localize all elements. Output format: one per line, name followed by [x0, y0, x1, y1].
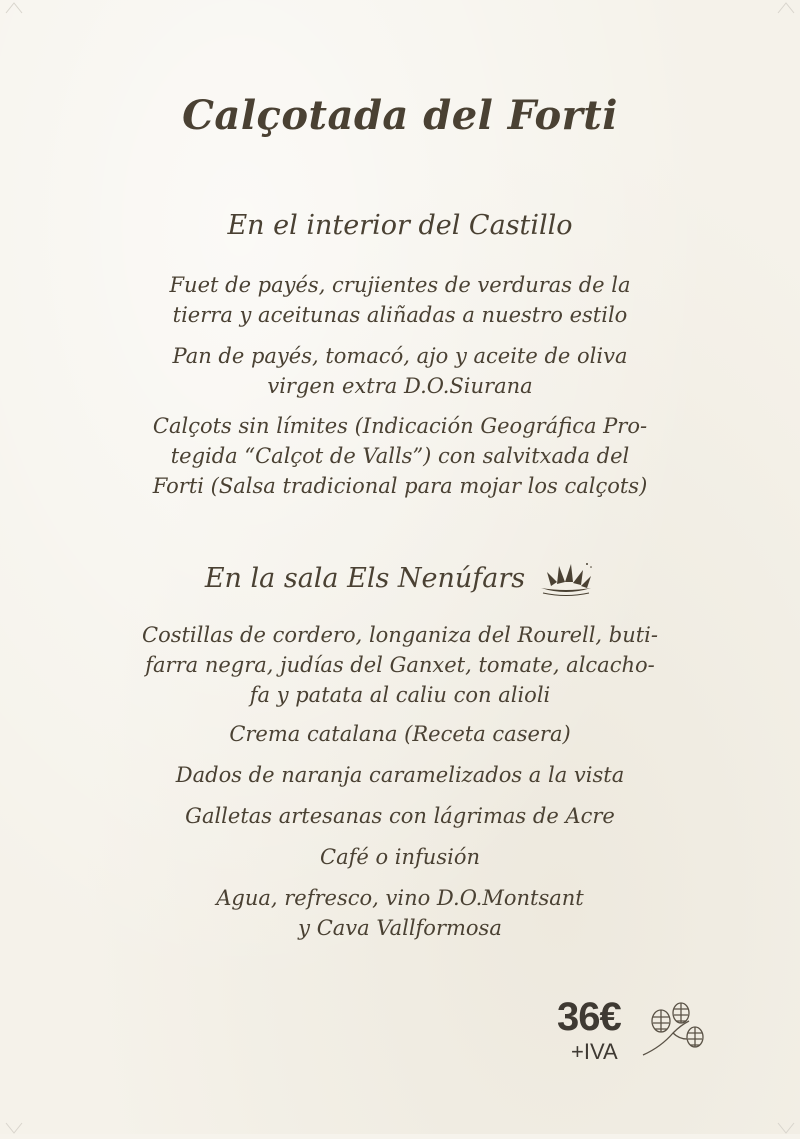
menu-item-line: fa y patata al caliu con alioli — [249, 683, 551, 707]
menu-item-line: Crema catalana (Receta casera) — [229, 722, 571, 746]
water-lily-icon — [537, 558, 595, 598]
section-heading-water-lilies — [0, 558, 800, 598]
corner-mark-icon — [4, 0, 24, 14]
menu-item-line: Calçots sin límites (Indicación Geográfica Pro- — [152, 414, 648, 438]
menu-item-line: Agua, refresco, vino D.O.Montsant — [216, 886, 584, 910]
price-block — [555, 995, 725, 1075]
price-amount: 36€ — [557, 995, 621, 1039]
menu-item — [140, 620, 660, 710]
menu-item-line: Forti (Salsa tradicional para mojar los calçots) — [152, 474, 648, 498]
menu-title: Calçotada del Forti — [182, 92, 618, 139]
menu-item — [140, 842, 660, 872]
menu-item-line: Dados de naranja caramelizados a la vista — [175, 763, 625, 787]
menu-item-line: tierra y aceitunas aliñadas a nuestro estilo — [172, 303, 628, 327]
menu-item-line: farra negra, judías del Ganxet, tomate, alcacho- — [145, 653, 655, 677]
menu-item — [140, 270, 660, 330]
menu-item-line: tegida “Calçot de Valls”) con salvitxada del — [170, 444, 630, 468]
corner-mark-icon — [776, 1120, 796, 1134]
hops-icon — [639, 999, 709, 1059]
menu-item — [140, 760, 660, 790]
menu-item-line: Fuet de payés, crujientes de verduras de la — [169, 273, 631, 297]
section-heading-label: En la sala Els Nenúfars — [204, 562, 526, 594]
menu-item-line: Pan de payés, tomacó, ajo y aceite de oliva — [172, 344, 628, 368]
corner-mark-icon — [4, 1120, 24, 1134]
menu-item — [140, 411, 660, 501]
menu-item-line: virgen extra D.O.Siurana — [267, 374, 533, 398]
corner-mark-icon — [776, 0, 796, 14]
menu-item-line: Galletas artesanas con lágrimas de Acre — [185, 804, 615, 828]
menu-item — [140, 341, 660, 401]
menu-item — [140, 719, 660, 749]
menu-item — [140, 801, 660, 831]
menu-item-line: Café o infusión — [320, 845, 480, 869]
menu-item — [140, 883, 660, 943]
menu-item-line: y Cava Vallformosa — [298, 916, 502, 940]
price-tax-label: +IVA — [571, 1039, 618, 1064]
menu-item-line: Costillas de cordero, longaniza del Rourell, buti- — [142, 623, 658, 647]
section-heading-castle: En el interior del Castillo — [227, 210, 573, 241]
